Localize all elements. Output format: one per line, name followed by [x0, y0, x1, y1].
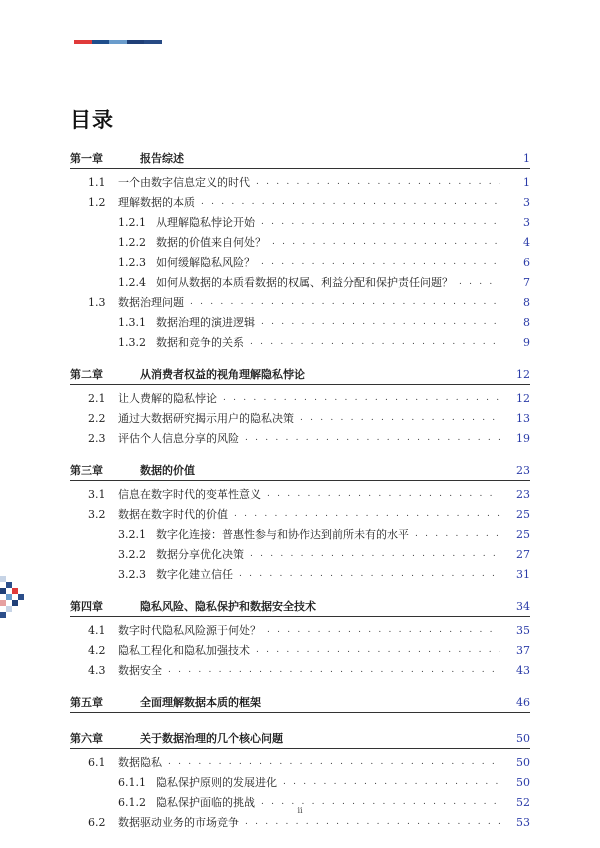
toc-page-link[interactable]: 8 [523, 316, 530, 329]
toc-entry-title: 隐私风险、隐私保护和数据安全技术 [140, 600, 316, 613]
toc-page-link[interactable]: 37 [516, 644, 530, 657]
toc-leader-dots [234, 508, 500, 521]
toc-entry-title: 报告综述 [140, 152, 184, 165]
toc-section-entry[interactable] [70, 196, 530, 209]
toc-chapter-entry[interactable] [70, 696, 530, 713]
toc-page-link[interactable]: 23 [516, 488, 530, 501]
toc-section-entry[interactable] [70, 316, 530, 329]
toc-leader-dots [261, 256, 500, 269]
toc-entry-title: 信息在数字时代的变革性意义 [118, 488, 261, 501]
toc-section-entry[interactable] [70, 392, 530, 405]
toc-page-link[interactable]: 50 [516, 756, 530, 769]
toc-entry-number: 1.2.4 [118, 276, 146, 289]
toc-leader-dots [201, 196, 500, 209]
toc-leader-dots [250, 548, 500, 561]
toc-entry-number: 3.2 [88, 508, 106, 521]
toc-entry-number: 4.1 [88, 624, 106, 637]
toc-leader-dots [272, 236, 500, 249]
toc-section-entry[interactable] [70, 568, 530, 581]
toc-entry-number: 6.2 [88, 816, 106, 829]
toc-leader-dots [300, 412, 500, 425]
toc-entry-title: 数据和竞争的关系 [156, 336, 244, 349]
toc-leader-dots [245, 432, 500, 445]
bar-segment-blue [144, 40, 162, 44]
bar-segment-dark-blue [127, 40, 145, 44]
toc-entry-title: 关于数据治理的几个核心问题 [140, 732, 283, 745]
toc-entry-title: 评估个人信息分享的风险 [118, 432, 239, 445]
toc-chapter-entry[interactable] [70, 464, 530, 481]
toc-section-entry[interactable] [70, 776, 530, 789]
toc-section-entry[interactable] [70, 624, 530, 637]
toc-leader-dots [261, 216, 500, 229]
toc-entry-title: 让人费解的隐私悖论 [118, 392, 217, 405]
toc-leader-dots [283, 776, 500, 789]
toc-page-link[interactable]: 3 [523, 216, 530, 229]
bar-segment-red [74, 40, 92, 44]
toc-entry-title: 数据的价值 [140, 464, 195, 477]
toc-leader-dots [267, 624, 500, 637]
toc-entry-number: 3.1 [88, 488, 106, 501]
toc-section-entry[interactable] [70, 816, 530, 829]
toc-section-entry[interactable] [70, 256, 530, 269]
toc-entry-title: 理解数据的本质 [118, 196, 195, 209]
toc-leader-dots [223, 392, 500, 405]
toc-entry-number: 2.3 [88, 432, 106, 445]
toc-entry-number: 4.3 [88, 664, 106, 677]
toc-entry-number: 1.1 [88, 176, 106, 189]
toc-section-entry[interactable] [70, 176, 530, 189]
toc-section-entry[interactable] [70, 296, 530, 309]
toc-entry-number: 1.2.1 [118, 216, 146, 229]
toc-entry-number: 1.3.2 [118, 336, 146, 349]
toc-section-entry[interactable] [70, 236, 530, 249]
toc-entry-number: 2.2 [88, 412, 106, 425]
toc-section-entry[interactable] [70, 432, 530, 445]
toc-page-link[interactable]: 12 [516, 368, 530, 381]
toc-entry-title: 一个由数字信息定义的时代 [118, 176, 250, 189]
toc-leader-dots [415, 528, 500, 541]
toc-entry-title: 数据治理问题 [118, 296, 184, 309]
toc-chapter-entry[interactable] [70, 732, 530, 749]
header-color-bar [74, 40, 162, 44]
toc-page-link[interactable]: 7 [523, 276, 530, 289]
toc-chapter-entry[interactable] [70, 152, 530, 169]
toc-section-entry[interactable] [70, 664, 530, 677]
toc-entry-number: 6.1.2 [118, 796, 146, 809]
toc-page-link[interactable]: 25 [516, 528, 530, 541]
toc-entry-number: 6.1.1 [118, 776, 146, 789]
toc-leader-dots [190, 296, 500, 309]
toc-entry-number: 3.2.1 [118, 528, 146, 541]
toc-entry-number: 第三章 [70, 464, 103, 477]
toc-page-link[interactable]: 50 [516, 732, 530, 745]
toc-page-link[interactable]: 6 [523, 256, 530, 269]
toc-entry-number: 第二章 [70, 368, 103, 381]
toc-leader-dots [250, 336, 500, 349]
toc-entry-title: 数字化建立信任 [156, 568, 233, 581]
toc-leader-dots [256, 644, 500, 657]
toc-page-link[interactable]: 1 [523, 152, 530, 165]
toc-leader-dots [267, 488, 500, 501]
toc-entry-title: 数据驱动业务的市场竞争 [118, 816, 239, 829]
toc-entry-number: 2.1 [88, 392, 106, 405]
toc-entry-title: 如何缓解隐私风险？ [156, 256, 255, 269]
toc-chapter-entry[interactable] [70, 368, 530, 385]
toc-section-entry[interactable] [70, 644, 530, 657]
toc-entry-number: 第五章 [70, 696, 103, 709]
toc-section-entry[interactable] [70, 756, 530, 769]
toc-leader-dots [459, 276, 500, 289]
bar-segment-navy [92, 40, 110, 44]
toc-entry-number: 1.3.1 [118, 316, 146, 329]
toc-entry-number: 1.2 [88, 196, 106, 209]
toc-section-entry[interactable] [70, 412, 530, 425]
toc-entry-number: 6.1 [88, 756, 106, 769]
page-number: ii [297, 806, 303, 815]
toc-page-link[interactable]: 27 [516, 548, 530, 561]
toc-entry-number: 第四章 [70, 600, 103, 613]
toc-leader-dots [256, 176, 500, 189]
toc-page-link[interactable]: 52 [516, 796, 530, 809]
toc-entry-title: 数字时代隐私风险源于何处？ [118, 624, 261, 637]
toc-entry-number: 1.2.3 [118, 256, 146, 269]
toc-leader-dots [168, 664, 500, 677]
toc-entry-title: 数据治理的演进逻辑 [156, 316, 255, 329]
toc-entry-number: 1.2.2 [118, 236, 146, 249]
toc-leader-dots [261, 316, 500, 329]
toc-entry-title: 隐私保护原则的发展进化 [156, 776, 277, 789]
toc-page-link[interactable]: 19 [516, 432, 530, 445]
toc-page-link[interactable]: 8 [523, 296, 530, 309]
toc-section-entry[interactable] [70, 336, 530, 349]
toc-entry-number: 3.2.2 [118, 548, 146, 561]
toc-leader-dots [168, 756, 500, 769]
toc-section-entry[interactable] [70, 216, 530, 229]
toc-section-entry[interactable] [70, 488, 530, 501]
page-title: 目录 [70, 107, 114, 132]
toc-entry-title: 从理解隐私悖论开始 [156, 216, 255, 229]
toc-page-link[interactable]: 23 [516, 464, 530, 477]
toc-entry-title: 全面理解数据本质的框架 [140, 696, 261, 709]
toc-section-entry[interactable] [70, 528, 530, 541]
toc-entry-title: 如何从数据的本质看数据的权属、利益分配和保护责任问题？ [156, 276, 453, 289]
toc-page-link[interactable]: 12 [516, 392, 530, 405]
toc-entry-title: 数据的价值来自何处？ [156, 236, 266, 249]
bar-segment-light-blue [109, 40, 127, 44]
toc-page-link[interactable]: 43 [516, 664, 530, 677]
toc-entry-title: 通过大数据研究揭示用户的隐私决策 [118, 412, 294, 425]
toc-entry-title: 隐私保护面临的挑战 [156, 796, 255, 809]
toc-page-link[interactable]: 34 [516, 600, 530, 613]
table-of-contents [70, 152, 530, 829]
toc-entry-number: 第一章 [70, 152, 103, 165]
toc-entry-number: 第六章 [70, 732, 103, 745]
toc-entry-title: 数据分享优化决策 [156, 548, 244, 561]
toc-page-link[interactable]: 25 [516, 508, 530, 521]
toc-entry-title: 从消费者权益的视角理解隐私悖论 [140, 368, 305, 381]
pixel-decoration [0, 576, 24, 624]
toc-section-entry[interactable] [70, 548, 530, 561]
toc-page-link[interactable]: 9 [523, 336, 530, 349]
toc-entry-title: 数字化连接：普惠性参与和协作达到前所未有的水平 [156, 528, 409, 541]
toc-section-entry[interactable] [70, 276, 530, 289]
toc-section-entry[interactable] [70, 508, 530, 521]
toc-page-link[interactable]: 13 [516, 412, 530, 425]
toc-page-link[interactable]: 1 [523, 176, 530, 189]
toc-page-link[interactable]: 53 [516, 816, 530, 829]
toc-entry-title: 隐私工程化和隐私加强技术 [118, 644, 250, 657]
toc-entry-number: 3.2.3 [118, 568, 146, 581]
toc-entry-title: 数据在数字时代的价值 [118, 508, 228, 521]
toc-page-link[interactable]: 3 [523, 196, 530, 209]
toc-page-link[interactable]: 50 [516, 776, 530, 789]
toc-entry-title: 数据隐私 [118, 756, 162, 769]
toc-leader-dots [245, 816, 500, 829]
toc-chapter-entry[interactable] [70, 600, 530, 617]
toc-entry-title: 数据安全 [118, 664, 162, 677]
toc-entry-number: 1.3 [88, 296, 106, 309]
toc-page-link[interactable]: 4 [523, 236, 530, 249]
toc-entry-number: 4.2 [88, 644, 106, 657]
toc-page-link[interactable]: 31 [516, 568, 530, 581]
toc-page-link[interactable]: 35 [516, 624, 530, 637]
toc-leader-dots [239, 568, 500, 581]
toc-page-link[interactable]: 46 [516, 696, 530, 709]
